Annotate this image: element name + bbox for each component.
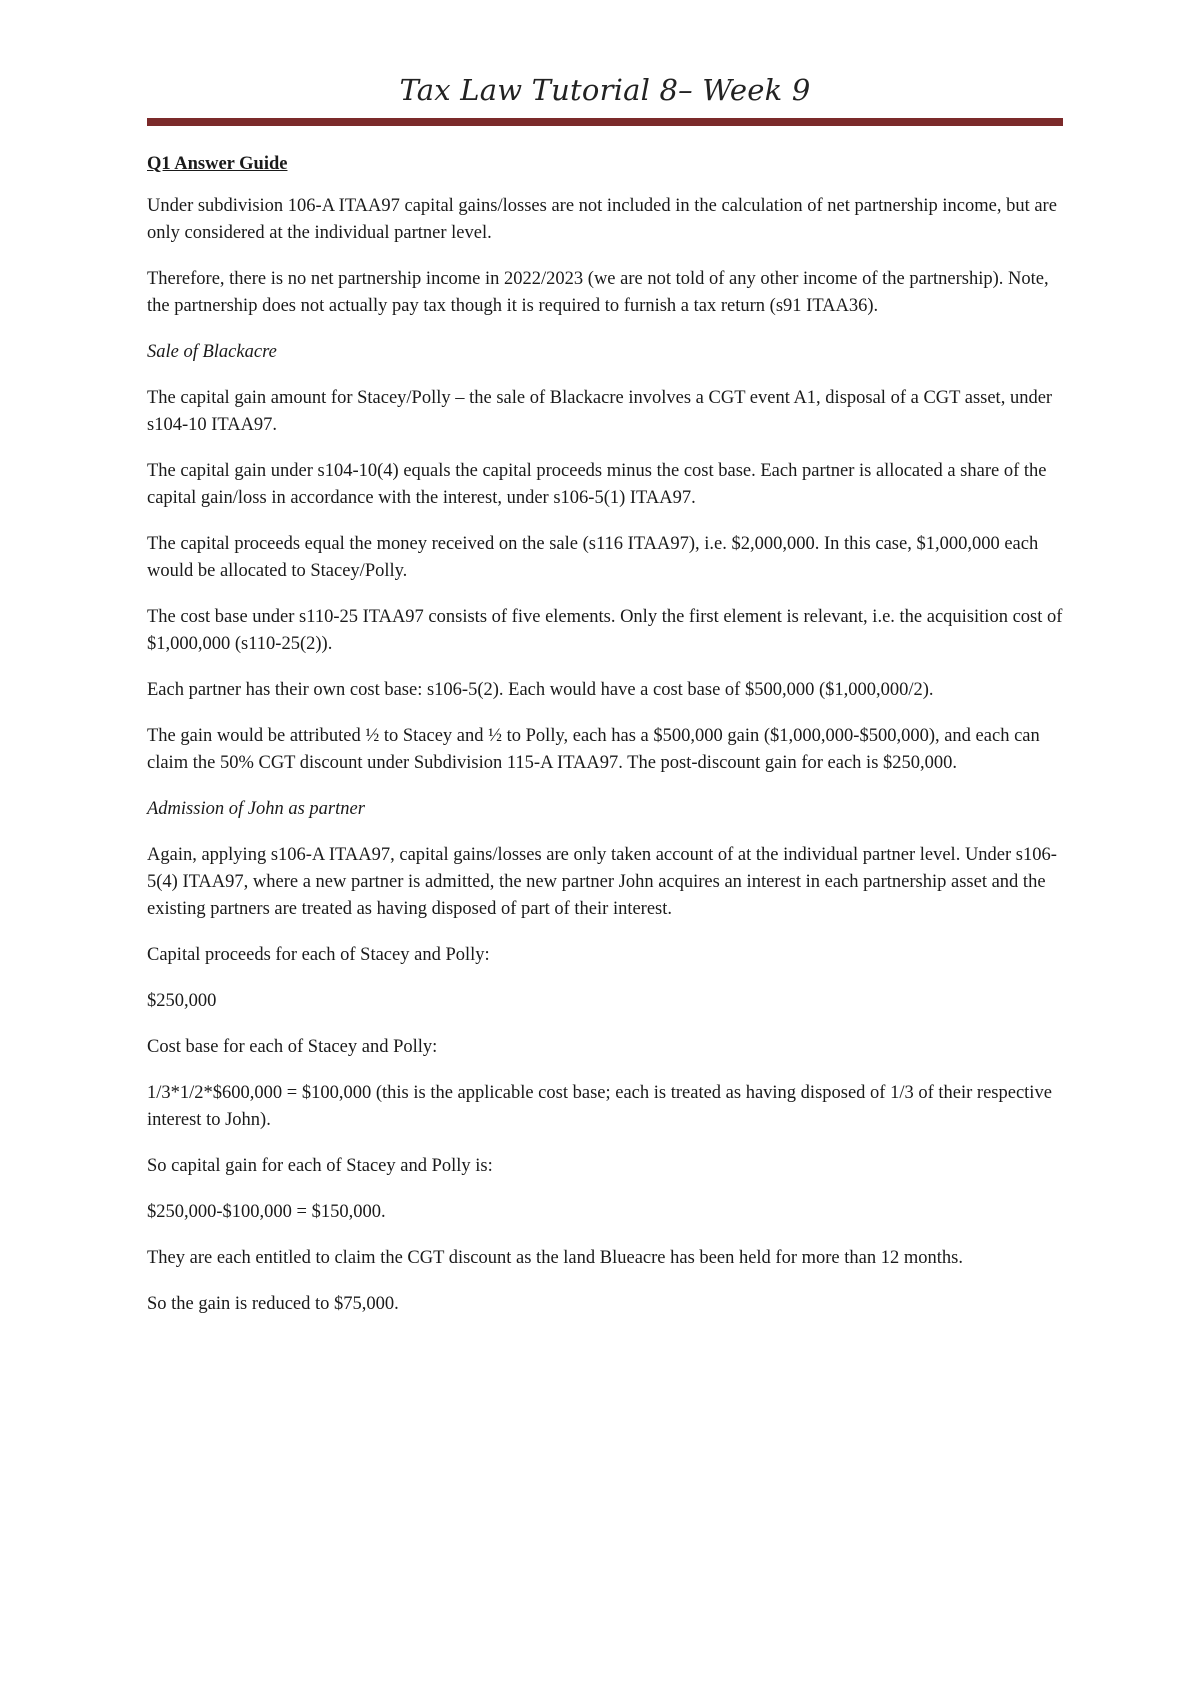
paragraph-no-net-income: Therefore, there is no net partnership income in 2022/2023 (we are not told of any other income of the partnership). Note, the partnership does not actually pay tax though it is required to furnish a tax return (s91 ITAA36). <box>147 269 1049 316</box>
paragraph-capital-gain-calculation: $250,000-$100,000 = $150,000. <box>147 1202 386 1222</box>
paragraph-capital-gain-definition: The capital gain under s104-10(4) equals the capital proceeds minus the cost base. Each partner is allocated a share of the capital gain/loss in accordance with the interest, under s106-5(1) ITAA97. <box>147 461 1047 508</box>
section-heading: Q1 Answer Guide <box>147 154 288 174</box>
paragraph-cgt-discount-entitlement: They are each entitled to claim the CGT discount as the land Blueacre has been held for more than 12 months. <box>147 1248 963 1268</box>
paragraph-capital-proceeds-label: Capital proceeds for each of Stacey and Polly: <box>147 945 490 965</box>
document-page <box>147 70 1063 1337</box>
subheading-admission-of-john: Admission of John as partner <box>147 799 365 819</box>
paragraph-capital-proceeds-value: $250,000 <box>147 991 217 1011</box>
subheading-sale-of-blackacre: Sale of Blackacre <box>147 342 277 362</box>
paragraph-capital-gain-label: So capital gain for each of Stacey and Polly is: <box>147 1156 493 1176</box>
document-body <box>147 151 1063 1318</box>
paragraph-reduced-gain: So the gain is reduced to $75,000. <box>147 1294 399 1314</box>
paragraph-subdivision-106a: Under subdivision 106-A ITAA97 capital gains/losses are not included in the calculation of net partnership income, but are only considered at the individual partner level. <box>147 196 1057 243</box>
paragraph-capital-proceeds: The capital proceeds equal the money received on the sale (s116 ITAA97), i.e. $2,000,000. In this case, $1,000,000 each would be allocated to Stacey/Polly. <box>147 534 1039 581</box>
paragraph-cost-base-calculation: 1/3*1/2*$600,000 = $100,000 (this is the applicable cost base; each is treated as having disposed of 1/3 of their respective interest to John). <box>147 1083 1052 1130</box>
paragraph-cost-base-label: Cost base for each of Stacey and Polly: <box>147 1037 438 1057</box>
paragraph-new-partner-admitted: Again, applying s106-A ITAA97, capital gains/losses are only taken account of at the individual partner level. Under s106-5(4) ITAA97, where a new partner is admitted, the new partner John acquires an interest in each partnership asset and the existing partners are treated as having disposed of part of their interest. <box>147 845 1057 919</box>
paragraph-cgt-event-a1: The capital gain amount for Stacey/Polly – the sale of Blackacre involves a CGT event A1, disposal of a CGT asset, under s104-10 ITAA97. <box>147 388 1053 435</box>
paragraph-gain-attribution: The gain would be attributed ½ to Stacey and ½ to Polly, each has a $500,000 gain ($1,000,000-$500,000), and each can claim the 50% CGT discount under Subdivision 115-A ITAA97. The post-discount gain for each is $250,000. <box>147 726 1040 773</box>
paragraph-cost-base-elements: The cost base under s110-25 ITAA97 consists of five elements. Only the first element is relevant, i.e. the acquisition cost of $1,000,000 (s110-25(2)). <box>147 607 1063 654</box>
header-divider <box>147 118 1063 126</box>
paragraph-partner-cost-base: Each partner has their own cost base: s106-5(2). Each would have a cost base of $500,000 ($1,000,000/2). <box>147 680 934 700</box>
document-header-title: Tax Law Tutorial 8– Week 9 <box>399 73 811 107</box>
